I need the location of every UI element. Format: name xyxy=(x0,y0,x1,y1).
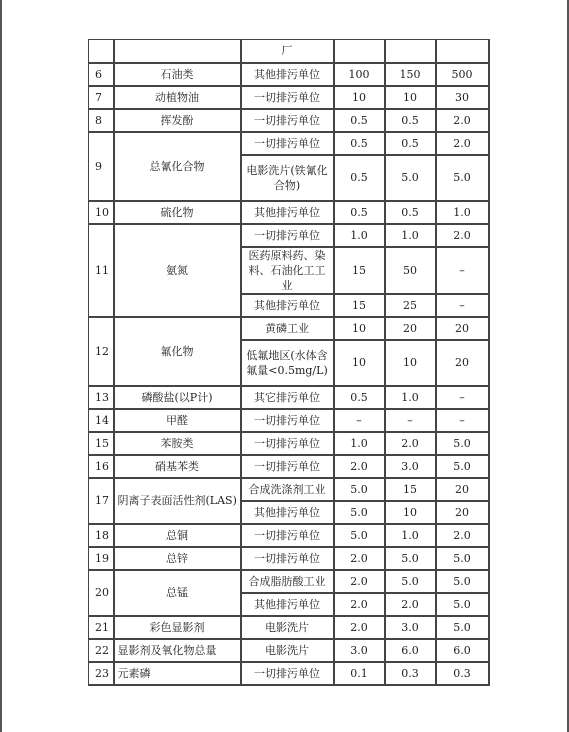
scope-cell: 其他排污单位 xyxy=(241,63,334,86)
table-cell xyxy=(89,40,114,63)
scope-cell: 一切排污单位 xyxy=(241,432,334,455)
table-row xyxy=(89,132,489,155)
grade-1-value: 2.0 xyxy=(334,570,385,593)
grade-2-value: 2.0 xyxy=(385,432,436,455)
table-row xyxy=(89,662,489,685)
grade-2-value: 6.0 xyxy=(385,639,436,662)
discharge-standard-table xyxy=(88,39,490,686)
scope-cell: 一切排污单位 xyxy=(241,109,334,132)
pollutant-name: 动植物油 xyxy=(114,86,241,109)
grade-3-value: 20 xyxy=(436,317,489,340)
grade-2-value: 0.5 xyxy=(385,132,436,155)
scope-cell: 一切排污单位 xyxy=(241,224,334,247)
row-number: 15 xyxy=(89,432,114,455)
grade-3-value: 20 xyxy=(436,501,489,524)
table-row xyxy=(89,40,489,63)
grade-2-value: 1.0 xyxy=(385,224,436,247)
table-row xyxy=(89,432,489,455)
pollutant-name: 总铜 xyxy=(114,524,241,547)
grade-3-value: 1.0 xyxy=(436,201,489,224)
grade-3-value: 5.0 xyxy=(436,155,489,201)
scope-cell: 电影洗片(铁氰化合物) xyxy=(241,155,334,201)
grade-3-value: 5.0 xyxy=(436,570,489,593)
row-number: 8 xyxy=(89,109,114,132)
scope-cell: 一切排污单位 xyxy=(241,662,334,685)
grade-2-value: 20 xyxy=(385,317,436,340)
grade-1-value: 15 xyxy=(334,247,385,294)
scope-cell: 合成脂肪酸工业 xyxy=(241,570,334,593)
row-number: 6 xyxy=(89,63,114,86)
grade-2-value: 3.0 xyxy=(385,616,436,639)
table-cell: 厂 xyxy=(241,40,334,63)
grade-2-value: 3.0 xyxy=(385,455,436,478)
grade-1-value: 10 xyxy=(334,340,385,386)
grade-1-value: 1.0 xyxy=(334,224,385,247)
table-cell xyxy=(385,40,436,63)
table-row xyxy=(89,524,489,547)
table-row xyxy=(89,386,489,409)
grade-1-value: 0.5 xyxy=(334,201,385,224)
scope-cell: 其他排污单位 xyxy=(241,593,334,616)
table-row xyxy=(89,570,489,593)
grade-2-value: 0.3 xyxy=(385,662,436,685)
pollutant-name: 石油类 xyxy=(114,63,241,86)
table-row xyxy=(89,409,489,432)
grade-3-value: 2.0 xyxy=(436,132,489,155)
scope-cell: 其他排污单位 xyxy=(241,294,334,317)
scope-cell: 医药原料药、染料、石油化工工业 xyxy=(241,247,334,294)
table-row xyxy=(89,455,489,478)
grade-1-value: 2.0 xyxy=(334,455,385,478)
row-number: 19 xyxy=(89,547,114,570)
grade-3-value: – xyxy=(436,409,489,432)
row-number: 11 xyxy=(89,224,114,317)
grade-1-value: 1.0 xyxy=(334,432,385,455)
grade-3-value: – xyxy=(436,247,489,294)
table-row xyxy=(89,478,489,501)
grade-3-value: 5.0 xyxy=(436,455,489,478)
grade-1-value: 100 xyxy=(334,63,385,86)
scope-cell: 低氟地区(水体含氟量<0.5mg/L) xyxy=(241,340,334,386)
row-number: 10 xyxy=(89,201,114,224)
table-row xyxy=(89,109,489,132)
grade-3-value: 0.3 xyxy=(436,662,489,685)
grade-1-value: 10 xyxy=(334,317,385,340)
row-number: 7 xyxy=(89,86,114,109)
grade-1-value: 5.0 xyxy=(334,478,385,501)
grade-3-value: – xyxy=(436,386,489,409)
grade-2-value: 10 xyxy=(385,501,436,524)
row-number: 18 xyxy=(89,524,114,547)
grade-2-value: 5.0 xyxy=(385,155,436,201)
grade-3-value: 6.0 xyxy=(436,639,489,662)
table-row xyxy=(89,201,489,224)
grade-1-value: 0.5 xyxy=(334,109,385,132)
row-number: 16 xyxy=(89,455,114,478)
scope-cell: 一切排污单位 xyxy=(241,547,334,570)
pollutant-name: 硫化物 xyxy=(114,201,241,224)
grade-3-value: 5.0 xyxy=(436,432,489,455)
table-cell xyxy=(334,40,385,63)
grade-3-value: – xyxy=(436,294,489,317)
grade-1-value: 2.0 xyxy=(334,616,385,639)
scope-cell: 其他排污单位 xyxy=(241,501,334,524)
grade-3-value: 2.0 xyxy=(436,524,489,547)
pollutant-name: 挥发酚 xyxy=(114,109,241,132)
grade-2-value: 0.5 xyxy=(385,201,436,224)
scope-cell: 一切排污单位 xyxy=(241,524,334,547)
grade-2-value: 0.5 xyxy=(385,109,436,132)
pollutant-name: 氨氮 xyxy=(114,224,241,317)
grade-3-value: 500 xyxy=(436,63,489,86)
pollutant-name: 硝基苯类 xyxy=(114,455,241,478)
grade-2-value: 10 xyxy=(385,340,436,386)
scope-cell: 一切排污单位 xyxy=(241,409,334,432)
grade-1-value: 15 xyxy=(334,294,385,317)
scope-cell: 合成洗涤剂工业 xyxy=(241,478,334,501)
pollutant-name: 总氰化合物 xyxy=(114,132,241,201)
grade-2-value: 150 xyxy=(385,63,436,86)
scope-cell: 一切排污单位 xyxy=(241,86,334,109)
table-row xyxy=(89,86,489,109)
row-number: 22 xyxy=(89,639,114,662)
grade-2-value: 1.0 xyxy=(385,524,436,547)
row-number: 13 xyxy=(89,386,114,409)
grade-3-value: 2.0 xyxy=(436,224,489,247)
table-row xyxy=(89,224,489,247)
pollutant-name: 磷酸盐(以P计) xyxy=(114,386,241,409)
grade-3-value: 30 xyxy=(436,86,489,109)
pollutant-name: 彩色显影剂 xyxy=(114,616,241,639)
grade-3-value: 20 xyxy=(436,340,489,386)
scope-cell: 电影洗片 xyxy=(241,616,334,639)
pollutant-name: 甲醛 xyxy=(114,409,241,432)
scope-cell: 其它排污单位 xyxy=(241,386,334,409)
grade-2-value: 5.0 xyxy=(385,547,436,570)
table-row xyxy=(89,547,489,570)
grade-2-value: 25 xyxy=(385,294,436,317)
row-number: 23 xyxy=(89,662,114,685)
scope-cell: 黄磷工业 xyxy=(241,317,334,340)
pollutant-name: 氟化物 xyxy=(114,317,241,386)
row-number: 21 xyxy=(89,616,114,639)
grade-1-value: 10 xyxy=(334,86,385,109)
grade-2-value: 5.0 xyxy=(385,570,436,593)
grade-2-value: – xyxy=(385,409,436,432)
grade-1-value: 0.5 xyxy=(334,155,385,201)
grade-2-value: 1.0 xyxy=(385,386,436,409)
pollutant-name: 苯胺类 xyxy=(114,432,241,455)
scope-cell: 一切排污单位 xyxy=(241,132,334,155)
table-row xyxy=(89,63,489,86)
grade-1-value: 0.5 xyxy=(334,386,385,409)
grade-1-value: 0.5 xyxy=(334,132,385,155)
row-number: 14 xyxy=(89,409,114,432)
scope-cell: 电影洗片 xyxy=(241,639,334,662)
pollutant-name: 总锰 xyxy=(114,570,241,616)
table-cell xyxy=(436,40,489,63)
row-number: 9 xyxy=(89,132,114,201)
row-number: 20 xyxy=(89,570,114,616)
grade-1-value: 5.0 xyxy=(334,524,385,547)
pollutant-name: 显影剂及氧化物总量 xyxy=(114,639,241,662)
scope-cell: 一切排污单位 xyxy=(241,455,334,478)
table-row xyxy=(89,317,489,340)
row-number: 12 xyxy=(89,317,114,386)
scope-cell: 其他排污单位 xyxy=(241,201,334,224)
grade-3-value: 5.0 xyxy=(436,547,489,570)
grade-3-value: 5.0 xyxy=(436,593,489,616)
grade-2-value: 15 xyxy=(385,478,436,501)
grade-1-value: – xyxy=(334,409,385,432)
grade-1-value: 2.0 xyxy=(334,593,385,616)
pollutant-name: 总锌 xyxy=(114,547,241,570)
table-row xyxy=(89,616,489,639)
table-cell xyxy=(114,40,241,63)
row-number: 17 xyxy=(89,478,114,524)
grade-3-value: 5.0 xyxy=(436,616,489,639)
grade-2-value: 50 xyxy=(385,247,436,294)
grade-1-value: 3.0 xyxy=(334,639,385,662)
grade-2-value: 10 xyxy=(385,86,436,109)
grade-3-value: 2.0 xyxy=(436,109,489,132)
grade-3-value: 20 xyxy=(436,478,489,501)
pollutant-name: 阴离子表面活性剂(LAS) xyxy=(114,478,241,524)
grade-2-value: 2.0 xyxy=(385,593,436,616)
pollutant-name: 元素磷 xyxy=(114,662,241,685)
grade-1-value: 5.0 xyxy=(334,501,385,524)
table-row xyxy=(89,639,489,662)
grade-1-value: 0.1 xyxy=(334,662,385,685)
grade-1-value: 2.0 xyxy=(334,547,385,570)
